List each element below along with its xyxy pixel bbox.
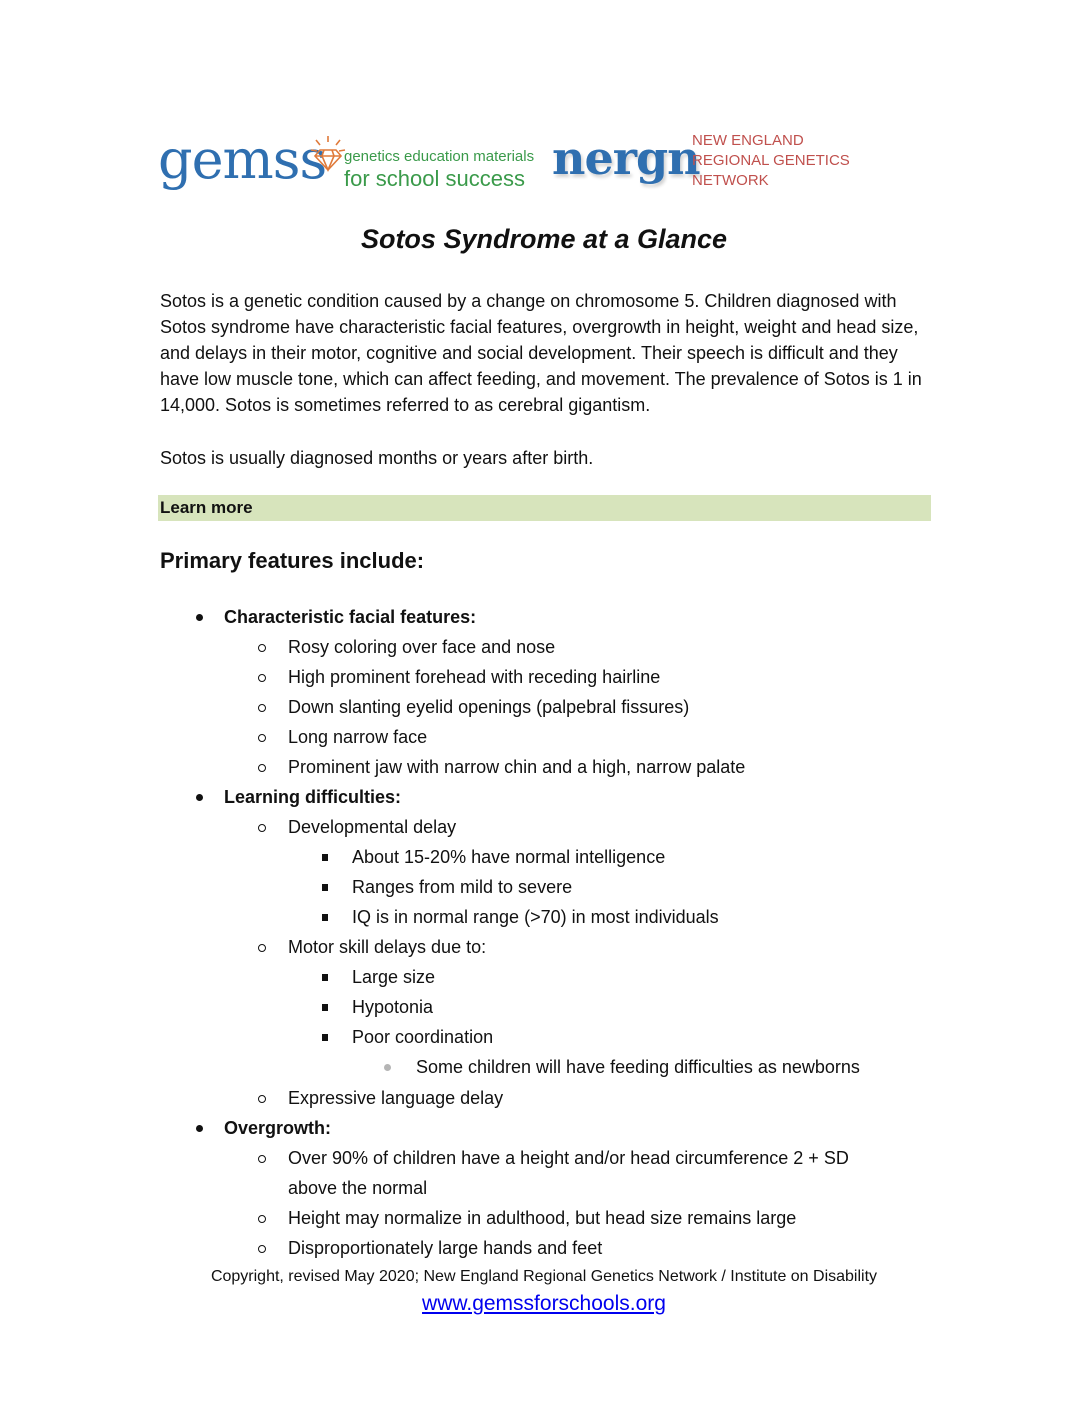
square-bullet-icon xyxy=(322,1004,328,1011)
list-item-text: Height may normalize in adulthood, but head size remains large xyxy=(288,1208,797,1228)
gemss-tagline-2: for school success xyxy=(344,166,525,191)
list-item xyxy=(352,902,719,932)
list-item xyxy=(288,812,456,842)
website-link[interactable]: www.gemssforschools.org xyxy=(422,1292,666,1315)
list-item xyxy=(224,602,476,632)
list-item xyxy=(288,692,689,722)
square-bullet-icon xyxy=(322,914,328,921)
square-bullet-icon xyxy=(322,1034,328,1041)
list-item xyxy=(288,752,745,782)
list-item xyxy=(288,1083,503,1113)
disc-bullet-icon xyxy=(196,1125,203,1132)
nergn-logo xyxy=(552,128,852,198)
list-item-text: Prominent jaw with narrow chin and a high, narrow palate xyxy=(288,757,746,777)
square-bullet-icon xyxy=(322,974,328,981)
list-item-text: Characteristic facial features: xyxy=(224,607,477,627)
list-item-text: High prominent forehead with receding hairline xyxy=(288,667,661,687)
disc-bullet-icon xyxy=(196,614,203,621)
list-item-text: above the normal xyxy=(288,1178,428,1198)
list-item xyxy=(288,662,660,692)
website-link-wrap xyxy=(0,1292,1088,1316)
list-item-text: Some children will have feeding difficulties as newborns xyxy=(416,1057,860,1077)
list-item-text: IQ is in normal range (>70) in most individuals xyxy=(352,907,719,927)
list-item xyxy=(352,1022,493,1052)
gemss-tagline-1: genetics education materials xyxy=(344,148,535,165)
circle-bullet-icon xyxy=(258,644,266,652)
list-item-text: Hypotonia xyxy=(352,997,434,1017)
list-item-text: Down slanting eyelid openings (palpebral fissures) xyxy=(288,697,690,717)
circle-bullet-icon xyxy=(258,1095,266,1103)
circle-bullet-icon xyxy=(258,674,266,682)
list-item-text: Large size xyxy=(352,967,436,987)
nergn-line-3: NETWORK xyxy=(692,172,769,189)
circle-bullet-icon xyxy=(258,764,266,772)
list-item xyxy=(352,962,435,992)
list-item xyxy=(288,1233,602,1263)
gemss-logo xyxy=(158,128,535,198)
gemss-wordmark: gemss xyxy=(158,128,327,191)
circle-bullet-icon xyxy=(258,1155,266,1163)
list-item-text: Poor coordination xyxy=(352,1027,494,1047)
list-item-text: Learning difficulties: xyxy=(224,787,402,807)
diagnosis-paragraph: Sotos is usually diagnosed months or years after birth. xyxy=(160,448,594,468)
list-item xyxy=(352,842,665,872)
nergn-text xyxy=(692,131,850,191)
learn-more-label: Learn more xyxy=(160,498,253,517)
disc-bullet-icon xyxy=(196,794,203,801)
nergn-line-2: REGIONAL GENETICS xyxy=(692,152,850,169)
list-item xyxy=(288,632,555,662)
circle-bullet-icon xyxy=(258,734,266,742)
list-item-text: Developmental delay xyxy=(288,817,457,837)
list-item-text: Ranges from mild to severe xyxy=(352,877,573,897)
nergn-wordmark: nergn xyxy=(552,131,700,185)
square-bullet-icon xyxy=(322,854,328,861)
list-item xyxy=(352,872,572,902)
features-heading: Primary features include: xyxy=(160,548,425,573)
intro-paragraph: Sotos is a genetic condition caused by a change on chromosome 5. Children diagnosed with Sotos syndrome have characteristic facial features, overgrowth in height, weight and head size, and delays in their motor, cognitive and social development. Their speech is difficult and they have low muscle tone, which can affect feeding, and movement. The prevalence of Sotos is 1 in 14,000. Sotos is sometimes referred to as cerebral gigantism. xyxy=(160,291,922,415)
circle-bullet-icon xyxy=(258,1245,266,1253)
copyright-text: Copyright, revised May 2020; New England Regional Genetics Network / Institute on Disability xyxy=(210,1268,878,1285)
list-item-text: Overgrowth: xyxy=(224,1118,332,1138)
circle-bullet-icon xyxy=(258,824,266,832)
list-item-text: Disproportionately large hands and feet xyxy=(288,1238,603,1258)
list-item-text: Long narrow face xyxy=(288,727,428,747)
list-item xyxy=(224,782,401,812)
list-item xyxy=(288,1143,849,1173)
square-bullet-icon xyxy=(322,884,328,891)
list-item xyxy=(288,1203,796,1233)
list-item xyxy=(288,722,427,752)
list-item-text: About 15-20% have normal intelligence xyxy=(352,847,666,867)
list-item xyxy=(352,992,433,1022)
list-item xyxy=(224,1113,331,1143)
list-item xyxy=(416,1052,860,1082)
list-item xyxy=(288,932,486,962)
learn-more-bar[interactable] xyxy=(158,495,931,521)
circle-bullet-icon xyxy=(258,1215,266,1223)
page-title: Sotos Syndrome at a Glance xyxy=(360,224,728,254)
list-item-text: Rosy coloring over face and nose xyxy=(288,637,556,657)
list-item-text: Expressive language delay xyxy=(288,1088,504,1108)
nergn-line-1: NEW ENGLAND xyxy=(692,132,804,149)
diamond-icon xyxy=(308,134,348,174)
list-item xyxy=(288,1173,427,1203)
circle-bullet-icon xyxy=(258,704,266,712)
circle-bullet-icon xyxy=(258,944,266,952)
list-item-text: Motor skill delays due to: xyxy=(288,937,487,957)
list-item-text: Over 90% of children have a height and/or head circumference 2 + SD xyxy=(288,1148,849,1168)
gray-dot-bullet-icon xyxy=(384,1064,391,1071)
